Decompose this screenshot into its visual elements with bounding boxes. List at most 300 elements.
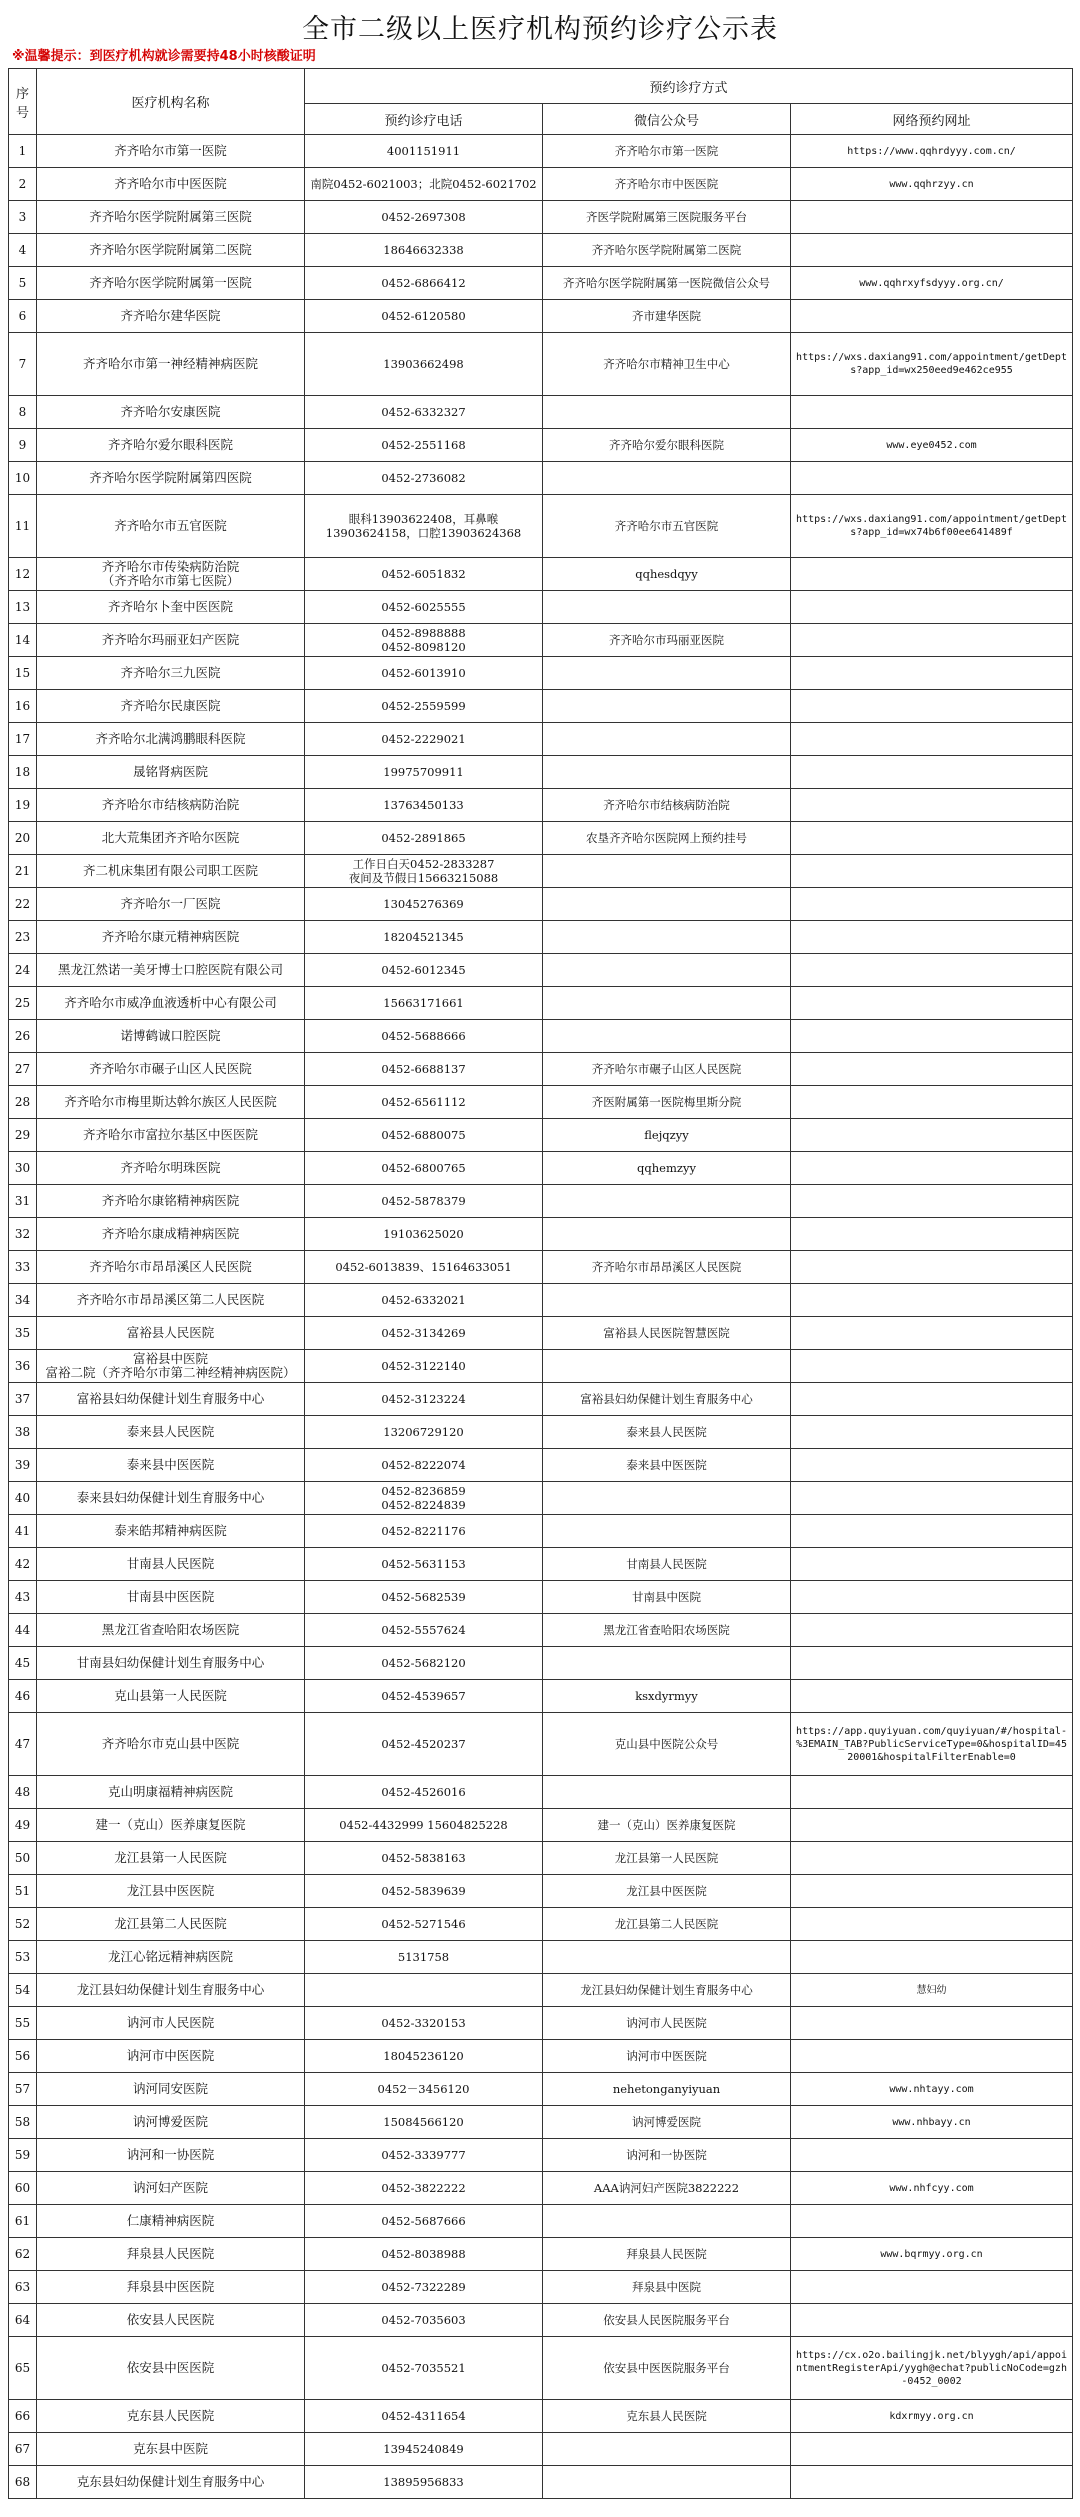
row-seq: 44 bbox=[9, 1614, 37, 1647]
row-hospital-name: 龙江县中医医院 bbox=[37, 1875, 305, 1908]
row-wechat: 克东县人民医院 bbox=[543, 2400, 791, 2433]
row-wechat bbox=[543, 1218, 791, 1251]
row-wechat bbox=[543, 462, 791, 495]
row-phone: 0452-3122140 bbox=[305, 1350, 543, 1383]
table-row bbox=[9, 888, 1073, 921]
table-row bbox=[9, 300, 1073, 333]
row-hospital-name: 齐齐哈尔一厂医院 bbox=[37, 888, 305, 921]
row-wechat: 甘南县人民医院 bbox=[543, 1548, 791, 1581]
table-row bbox=[9, 1875, 1073, 1908]
row-website bbox=[791, 789, 1073, 822]
row-phone: 0452-3339777 bbox=[305, 2139, 543, 2172]
row-hospital-name: 齐齐哈尔玛丽亚妇产医院 bbox=[37, 624, 305, 657]
row-website bbox=[791, 1350, 1073, 1383]
row-seq: 67 bbox=[9, 2433, 37, 2466]
row-wechat: 农垦齐齐哈尔医院网上预约挂号 bbox=[543, 822, 791, 855]
table-row bbox=[9, 657, 1073, 690]
row-wechat bbox=[543, 2205, 791, 2238]
table-row bbox=[9, 1185, 1073, 1218]
row-phone: 0452-6880075 bbox=[305, 1119, 543, 1152]
row-seq: 10 bbox=[9, 462, 37, 495]
row-hospital-name: 甘南县中医医院 bbox=[37, 1581, 305, 1614]
row-seq: 54 bbox=[9, 1974, 37, 2007]
row-wechat bbox=[543, 2433, 791, 2466]
row-website bbox=[791, 462, 1073, 495]
row-website bbox=[791, 2007, 1073, 2040]
row-phone: 18646632338 bbox=[305, 234, 543, 267]
row-phone: 0452-6800765 bbox=[305, 1152, 543, 1185]
row-phone: 0452-6013839、15164633051 bbox=[305, 1251, 543, 1284]
row-hospital-name: 齐齐哈尔安康医院 bbox=[37, 396, 305, 429]
row-hospital-name: 齐二机床集团有限公司职工医院 bbox=[37, 855, 305, 888]
table-row bbox=[9, 1713, 1073, 1776]
row-phone: 0452-6012345 bbox=[305, 954, 543, 987]
row-hospital-name: 克山明康福精神病医院 bbox=[37, 1776, 305, 1809]
warning-notice: ※温馨提示：到医疗机构就诊需要持48小时核酸证明 bbox=[12, 49, 316, 64]
table-row bbox=[9, 591, 1073, 624]
table-row bbox=[9, 1350, 1073, 1383]
row-hospital-name: 富裕县妇幼保健计划生育服务中心 bbox=[37, 1383, 305, 1416]
row-website[interactable]: www.nhfcyy.com bbox=[791, 2172, 1073, 2205]
row-seq: 63 bbox=[9, 2271, 37, 2304]
row-hospital-name: 讷河妇产医院 bbox=[37, 2172, 305, 2205]
table-row bbox=[9, 2466, 1073, 2499]
table-row bbox=[9, 168, 1073, 201]
table-row bbox=[9, 2172, 1073, 2205]
row-phone: 0452-3822222 bbox=[305, 2172, 543, 2205]
row-hospital-name: 齐齐哈尔卜奎中医医院 bbox=[37, 591, 305, 624]
row-seq: 2 bbox=[9, 168, 37, 201]
row-website[interactable]: https://www.qqhrdyyy.com.cn/ bbox=[791, 135, 1073, 168]
row-seq: 64 bbox=[9, 2304, 37, 2337]
row-website[interactable]: www.nhbayy.cn bbox=[791, 2106, 1073, 2139]
row-seq: 55 bbox=[9, 2007, 37, 2040]
row-wechat bbox=[543, 1482, 791, 1515]
table-row bbox=[9, 1515, 1073, 1548]
row-website bbox=[791, 2466, 1073, 2499]
row-hospital-name: 黑龙江然诺一美牙博士口腔医院有限公司 bbox=[37, 954, 305, 987]
row-wechat: 泰来县人民医院 bbox=[543, 1416, 791, 1449]
row-wechat: 齐医学院附属第三医院服务平台 bbox=[543, 201, 791, 234]
row-phone: 0452-6025555 bbox=[305, 591, 543, 624]
header-seq: 序号 bbox=[9, 69, 37, 135]
table-row bbox=[9, 1383, 1073, 1416]
table-row bbox=[9, 756, 1073, 789]
row-website bbox=[791, 1449, 1073, 1482]
row-website bbox=[791, 1680, 1073, 1713]
row-hospital-name: 龙江心铭远精神病医院 bbox=[37, 1941, 305, 1974]
row-hospital-name: 齐齐哈尔民康医院 bbox=[37, 690, 305, 723]
table-row bbox=[9, 2205, 1073, 2238]
row-website bbox=[791, 1548, 1073, 1581]
row-wechat bbox=[543, 756, 791, 789]
row-seq: 6 bbox=[9, 300, 37, 333]
row-phone: 0452-7035603 bbox=[305, 2304, 543, 2337]
row-wechat: 齐齐哈尔市中医医院 bbox=[543, 168, 791, 201]
row-wechat bbox=[543, 1185, 791, 1218]
row-seq: 26 bbox=[9, 1020, 37, 1053]
row-wechat: 齐齐哈尔市精神卫生中心 bbox=[543, 333, 791, 396]
header-wechat: 微信公众号 bbox=[543, 104, 791, 135]
table-row bbox=[9, 201, 1073, 234]
row-hospital-name: 齐齐哈尔明珠医院 bbox=[37, 1152, 305, 1185]
row-website[interactable]: www.qqhrzyy.cn bbox=[791, 168, 1073, 201]
row-website[interactable]: www.nhtayy.com bbox=[791, 2073, 1073, 2106]
row-seq: 45 bbox=[9, 1647, 37, 1680]
row-wechat bbox=[543, 921, 791, 954]
row-seq: 53 bbox=[9, 1941, 37, 1974]
row-website bbox=[791, 855, 1073, 888]
row-hospital-name: 建一（克山）医养康复医院 bbox=[37, 1809, 305, 1842]
row-seq: 28 bbox=[9, 1086, 37, 1119]
table-row bbox=[9, 1317, 1073, 1350]
table-row bbox=[9, 789, 1073, 822]
row-website bbox=[791, 2205, 1073, 2238]
table-row bbox=[9, 558, 1073, 591]
row-hospital-name: 齐齐哈尔医学院附属第一医院 bbox=[37, 267, 305, 300]
row-hospital-name: 克东县中医院 bbox=[37, 2433, 305, 2466]
table-row bbox=[9, 2238, 1073, 2271]
row-website bbox=[791, 1842, 1073, 1875]
row-phone: 0452-6561112 bbox=[305, 1086, 543, 1119]
row-hospital-name: 齐齐哈尔爱尔眼科医院 bbox=[37, 429, 305, 462]
row-website bbox=[791, 2304, 1073, 2337]
table-row bbox=[9, 1941, 1073, 1974]
table-header bbox=[9, 69, 1073, 135]
row-website bbox=[791, 300, 1073, 333]
row-phone: 0452-4526016 bbox=[305, 1776, 543, 1809]
row-seq: 39 bbox=[9, 1449, 37, 1482]
row-hospital-name: 富裕县中医院 富裕二院（齐齐哈尔市第二神经精神病医院） bbox=[37, 1350, 305, 1383]
row-website bbox=[791, 201, 1073, 234]
row-seq: 21 bbox=[9, 855, 37, 888]
row-wechat: 富裕县妇幼保健计划生育服务中心 bbox=[543, 1383, 791, 1416]
row-phone: 0452-8222074 bbox=[305, 1449, 543, 1482]
row-phone: 19103625020 bbox=[305, 1218, 543, 1251]
row-hospital-name: 齐齐哈尔市五官医院 bbox=[37, 495, 305, 558]
row-hospital-name: 泰来县中医医院 bbox=[37, 1449, 305, 1482]
row-website bbox=[791, 1776, 1073, 1809]
row-seq: 61 bbox=[9, 2205, 37, 2238]
row-wechat: 齐齐哈尔医学院附属第二医院 bbox=[543, 234, 791, 267]
row-wechat: 泰来县中医医院 bbox=[543, 1449, 791, 1482]
row-website bbox=[791, 624, 1073, 657]
row-seq: 33 bbox=[9, 1251, 37, 1284]
row-hospital-name: 泰来县妇幼保健计划生育服务中心 bbox=[37, 1482, 305, 1515]
row-phone: 0452-2559599 bbox=[305, 690, 543, 723]
row-hospital-name: 齐齐哈尔建华医院 bbox=[37, 300, 305, 333]
row-wechat: 龙江县中医医院 bbox=[543, 1875, 791, 1908]
row-wechat: 讷河市中医医院 bbox=[543, 2040, 791, 2073]
table-row bbox=[9, 1119, 1073, 1152]
row-website bbox=[791, 1614, 1073, 1647]
row-wechat bbox=[543, 591, 791, 624]
row-website bbox=[791, 723, 1073, 756]
header-name: 医疗机构名称 bbox=[37, 69, 305, 135]
row-website bbox=[791, 1152, 1073, 1185]
row-hospital-name: 讷河和一协医院 bbox=[37, 2139, 305, 2172]
row-wechat bbox=[543, 1350, 791, 1383]
header-method: 预约诊疗方式 bbox=[305, 69, 1073, 104]
row-hospital-name: 克东县人民医院 bbox=[37, 2400, 305, 2433]
row-phone: 0452-6866412 bbox=[305, 267, 543, 300]
table-row bbox=[9, 1974, 1073, 2007]
row-phone: 0452-8221176 bbox=[305, 1515, 543, 1548]
row-wechat: 齐齐哈尔市昂昂溪区人民医院 bbox=[543, 1251, 791, 1284]
row-website bbox=[791, 2139, 1073, 2172]
table-row bbox=[9, 429, 1073, 462]
row-hospital-name: 北大荒集团齐齐哈尔医院 bbox=[37, 822, 305, 855]
row-seq: 31 bbox=[9, 1185, 37, 1218]
row-hospital-name: 齐齐哈尔市威净血液透析中心有限公司 bbox=[37, 987, 305, 1020]
row-wechat: 依安县中医医院服务平台 bbox=[543, 2337, 791, 2400]
row-phone: 0452-8236859 0452-8224839 bbox=[305, 1482, 543, 1515]
row-seq: 52 bbox=[9, 1908, 37, 1941]
row-phone: 0452-5631153 bbox=[305, 1548, 543, 1581]
row-wechat bbox=[543, 1284, 791, 1317]
row-hospital-name: 讷河同安医院 bbox=[37, 2073, 305, 2106]
row-wechat: 建一（克山）医养康复医院 bbox=[543, 1809, 791, 1842]
row-website bbox=[791, 1284, 1073, 1317]
row-wechat bbox=[543, 1941, 791, 1974]
row-wechat bbox=[543, 2466, 791, 2499]
row-seq: 3 bbox=[9, 201, 37, 234]
row-phone: 15084566120 bbox=[305, 2106, 543, 2139]
row-wechat: 讷河博爱医院 bbox=[543, 2106, 791, 2139]
table-row bbox=[9, 1614, 1073, 1647]
table-row bbox=[9, 1284, 1073, 1317]
row-seq: 9 bbox=[9, 429, 37, 462]
row-seq: 15 bbox=[9, 657, 37, 690]
row-phone: 0452-6120580 bbox=[305, 300, 543, 333]
row-phone: 0452-2736082 bbox=[305, 462, 543, 495]
row-seq: 5 bbox=[9, 267, 37, 300]
row-phone: 0452-4311654 bbox=[305, 2400, 543, 2433]
row-website bbox=[791, 2271, 1073, 2304]
row-hospital-name: 泰来县人民医院 bbox=[37, 1416, 305, 1449]
row-seq: 30 bbox=[9, 1152, 37, 1185]
row-website bbox=[791, 591, 1073, 624]
table-row bbox=[9, 1251, 1073, 1284]
row-wechat bbox=[543, 723, 791, 756]
row-phone: 5131758 bbox=[305, 1941, 543, 1974]
row-seq: 50 bbox=[9, 1842, 37, 1875]
table-row bbox=[9, 267, 1073, 300]
row-phone: 0452-4432999 15604825228 bbox=[305, 1809, 543, 1842]
row-website bbox=[791, 1908, 1073, 1941]
row-wechat: 龙江县第一人民医院 bbox=[543, 1842, 791, 1875]
row-wechat bbox=[543, 690, 791, 723]
row-phone: 0452-8038988 bbox=[305, 2238, 543, 2271]
table-row bbox=[9, 2106, 1073, 2139]
row-wechat: 克山县中医院公众号 bbox=[543, 1713, 791, 1776]
row-phone: 13895956833 bbox=[305, 2466, 543, 2499]
row-seq: 14 bbox=[9, 624, 37, 657]
table-row bbox=[9, 921, 1073, 954]
row-seq: 34 bbox=[9, 1284, 37, 1317]
row-hospital-name: 齐齐哈尔市富拉尔基区中医医院 bbox=[37, 1119, 305, 1152]
table-row bbox=[9, 333, 1073, 396]
row-wechat: 富裕县人民医院智慧医院 bbox=[543, 1317, 791, 1350]
row-seq: 4 bbox=[9, 234, 37, 267]
row-wechat: nehetonganyiyuan bbox=[543, 2073, 791, 2106]
row-wechat: 讷河和一协医院 bbox=[543, 2139, 791, 2172]
row-phone: 0452-2891865 bbox=[305, 822, 543, 855]
row-phone: 0452-5682539 bbox=[305, 1581, 543, 1614]
row-wechat: 齐市建华医院 bbox=[543, 300, 791, 333]
row-hospital-name: 齐齐哈尔康成精神病医院 bbox=[37, 1218, 305, 1251]
table-row bbox=[9, 1416, 1073, 1449]
table-row bbox=[9, 396, 1073, 429]
row-wechat: 齐医附属第一医院梅里斯分院 bbox=[543, 1086, 791, 1119]
row-website bbox=[791, 2433, 1073, 2466]
row-website[interactable]: www.bqrmyy.org.cn bbox=[791, 2238, 1073, 2271]
row-website bbox=[791, 1020, 1073, 1053]
row-hospital-name: 齐齐哈尔市中医医院 bbox=[37, 168, 305, 201]
row-wechat: 龙江县妇幼保健计划生育服务中心 bbox=[543, 1974, 791, 2007]
row-wechat: 依安县人民医院服务平台 bbox=[543, 2304, 791, 2337]
row-website[interactable]: 慧妇幼 bbox=[791, 1974, 1073, 2007]
row-wechat: 甘南县中医院 bbox=[543, 1581, 791, 1614]
row-phone: 15663171661 bbox=[305, 987, 543, 1020]
row-website[interactable]: https://app.quyiyuan.com/quyiyuan/#/hospital-%3EMAIN_TAB?PublicServiceType=0&hospitalID=4520001&hospitalFilterEnable=0 bbox=[791, 1713, 1073, 1776]
row-website[interactable]: kdxrmyy.org.cn bbox=[791, 2400, 1073, 2433]
row-hospital-name: 齐齐哈尔市克山县中医院 bbox=[37, 1713, 305, 1776]
row-hospital-name: 龙江县第一人民医院 bbox=[37, 1842, 305, 1875]
row-wechat bbox=[543, 954, 791, 987]
row-website bbox=[791, 1119, 1073, 1152]
row-hospital-name: 齐齐哈尔市结核病防治院 bbox=[37, 789, 305, 822]
row-hospital-name: 克东县妇幼保健计划生育服务中心 bbox=[37, 2466, 305, 2499]
row-seq: 16 bbox=[9, 690, 37, 723]
row-phone: 0452-5839639 bbox=[305, 1875, 543, 1908]
table-row bbox=[9, 2073, 1073, 2106]
row-website bbox=[791, 558, 1073, 591]
row-website[interactable]: www.qqhrxyfsdyyy.org.cn/ bbox=[791, 267, 1073, 300]
row-website bbox=[791, 1809, 1073, 1842]
header-phone: 预约诊疗电话 bbox=[305, 104, 543, 135]
row-website bbox=[791, 396, 1073, 429]
row-website[interactable]: https://wxs.daxiang91.com/appointment/getDepts?app_id=wx250eed9e462ce955 bbox=[791, 333, 1073, 396]
row-phone: 0452-5838163 bbox=[305, 1842, 543, 1875]
row-website bbox=[791, 690, 1073, 723]
row-phone: 0452-2551168 bbox=[305, 429, 543, 462]
table-row bbox=[9, 2007, 1073, 2040]
row-phone: 0452－3456120 bbox=[305, 2073, 543, 2106]
row-phone bbox=[305, 1974, 543, 2007]
row-seq: 20 bbox=[9, 822, 37, 855]
row-website bbox=[791, 1581, 1073, 1614]
row-hospital-name: 克山县第一人民医院 bbox=[37, 1680, 305, 1713]
row-wechat: 齐齐哈尔市五官医院 bbox=[543, 495, 791, 558]
table-row bbox=[9, 1218, 1073, 1251]
row-phone: 0452-5688666 bbox=[305, 1020, 543, 1053]
row-hospital-name: 讷河博爱医院 bbox=[37, 2106, 305, 2139]
row-seq: 1 bbox=[9, 135, 37, 168]
row-seq: 65 bbox=[9, 2337, 37, 2400]
table-row bbox=[9, 1482, 1073, 1515]
row-website bbox=[791, 954, 1073, 987]
table-row bbox=[9, 1647, 1073, 1680]
table-row bbox=[9, 624, 1073, 657]
row-hospital-name: 富裕县人民医院 bbox=[37, 1317, 305, 1350]
row-seq: 60 bbox=[9, 2172, 37, 2205]
row-phone: 13763450133 bbox=[305, 789, 543, 822]
row-hospital-name: 拜泉县中医医院 bbox=[37, 2271, 305, 2304]
row-hospital-name: 依安县中医医院 bbox=[37, 2337, 305, 2400]
row-website bbox=[791, 921, 1073, 954]
row-website[interactable]: www.eye0452.com bbox=[791, 429, 1073, 462]
row-seq: 25 bbox=[9, 987, 37, 1020]
row-seq: 24 bbox=[9, 954, 37, 987]
row-seq: 43 bbox=[9, 1581, 37, 1614]
row-hospital-name: 齐齐哈尔市传染病防治院 （齐齐哈尔市第七医院） bbox=[37, 558, 305, 591]
row-seq: 41 bbox=[9, 1515, 37, 1548]
row-wechat: 讷河市人民医院 bbox=[543, 2007, 791, 2040]
row-phone: 4001151911 bbox=[305, 135, 543, 168]
row-phone: 13045276369 bbox=[305, 888, 543, 921]
row-phone: 0452-5271546 bbox=[305, 1908, 543, 1941]
table-row bbox=[9, 2433, 1073, 2466]
row-hospital-name: 甘南县人民医院 bbox=[37, 1548, 305, 1581]
row-phone: 0452-2229021 bbox=[305, 723, 543, 756]
row-wechat: 齐齐哈尔市碾子山区人民医院 bbox=[543, 1053, 791, 1086]
row-phone: 0452-5878379 bbox=[305, 1185, 543, 1218]
row-seq: 68 bbox=[9, 2466, 37, 2499]
row-wechat: 黑龙江省查哈阳农场医院 bbox=[543, 1614, 791, 1647]
row-website[interactable]: https://cx.o2o.bailingjk.net/blyygh/api/appointmentRegisterApi/yygh@echat?publicNoCode=gzh-0452_0002 bbox=[791, 2337, 1073, 2400]
row-seq: 11 bbox=[9, 495, 37, 558]
row-website bbox=[791, 1875, 1073, 1908]
row-phone: 19975709911 bbox=[305, 756, 543, 789]
table-row bbox=[9, 1449, 1073, 1482]
row-wechat bbox=[543, 657, 791, 690]
row-hospital-name: 齐齐哈尔北满鸿鹏眼科医院 bbox=[37, 723, 305, 756]
row-website bbox=[791, 888, 1073, 921]
row-phone: 13903662498 bbox=[305, 333, 543, 396]
row-website bbox=[791, 657, 1073, 690]
row-wechat bbox=[543, 888, 791, 921]
row-wechat bbox=[543, 1020, 791, 1053]
row-website bbox=[791, 822, 1073, 855]
row-hospital-name: 仁康精神病医院 bbox=[37, 2205, 305, 2238]
row-website[interactable]: https://wxs.daxiang91.com/appointment/getDepts?app_id=wx74b6f00ee641489f bbox=[791, 495, 1073, 558]
row-seq: 8 bbox=[9, 396, 37, 429]
row-website bbox=[791, 1317, 1073, 1350]
page-title: 全市二级以上医疗机构预约诊疗公示表 bbox=[302, 14, 778, 45]
row-hospital-name: 齐齐哈尔医学院附属第二医院 bbox=[37, 234, 305, 267]
row-website bbox=[791, 1218, 1073, 1251]
row-hospital-name: 齐齐哈尔康铭精神病医院 bbox=[37, 1185, 305, 1218]
row-website bbox=[791, 1086, 1073, 1119]
row-phone: 南院0452-6021003；北院0452-6021702 bbox=[305, 168, 543, 201]
row-hospital-name: 依安县人民医院 bbox=[37, 2304, 305, 2337]
header-web: 网络预约网址 bbox=[791, 104, 1073, 135]
row-seq: 17 bbox=[9, 723, 37, 756]
row-seq: 32 bbox=[9, 1218, 37, 1251]
row-phone: 0452-3320153 bbox=[305, 2007, 543, 2040]
row-wechat bbox=[543, 1776, 791, 1809]
row-seq: 40 bbox=[9, 1482, 37, 1515]
row-wechat bbox=[543, 1647, 791, 1680]
row-hospital-name: 诺博鹤诚口腔医院 bbox=[37, 1020, 305, 1053]
table-row bbox=[9, 1776, 1073, 1809]
row-seq: 7 bbox=[9, 333, 37, 396]
row-seq: 51 bbox=[9, 1875, 37, 1908]
row-wechat: 拜泉县中医院 bbox=[543, 2271, 791, 2304]
row-hospital-name: 齐齐哈尔三九医院 bbox=[37, 657, 305, 690]
row-wechat: 齐齐哈尔市结核病防治院 bbox=[543, 789, 791, 822]
